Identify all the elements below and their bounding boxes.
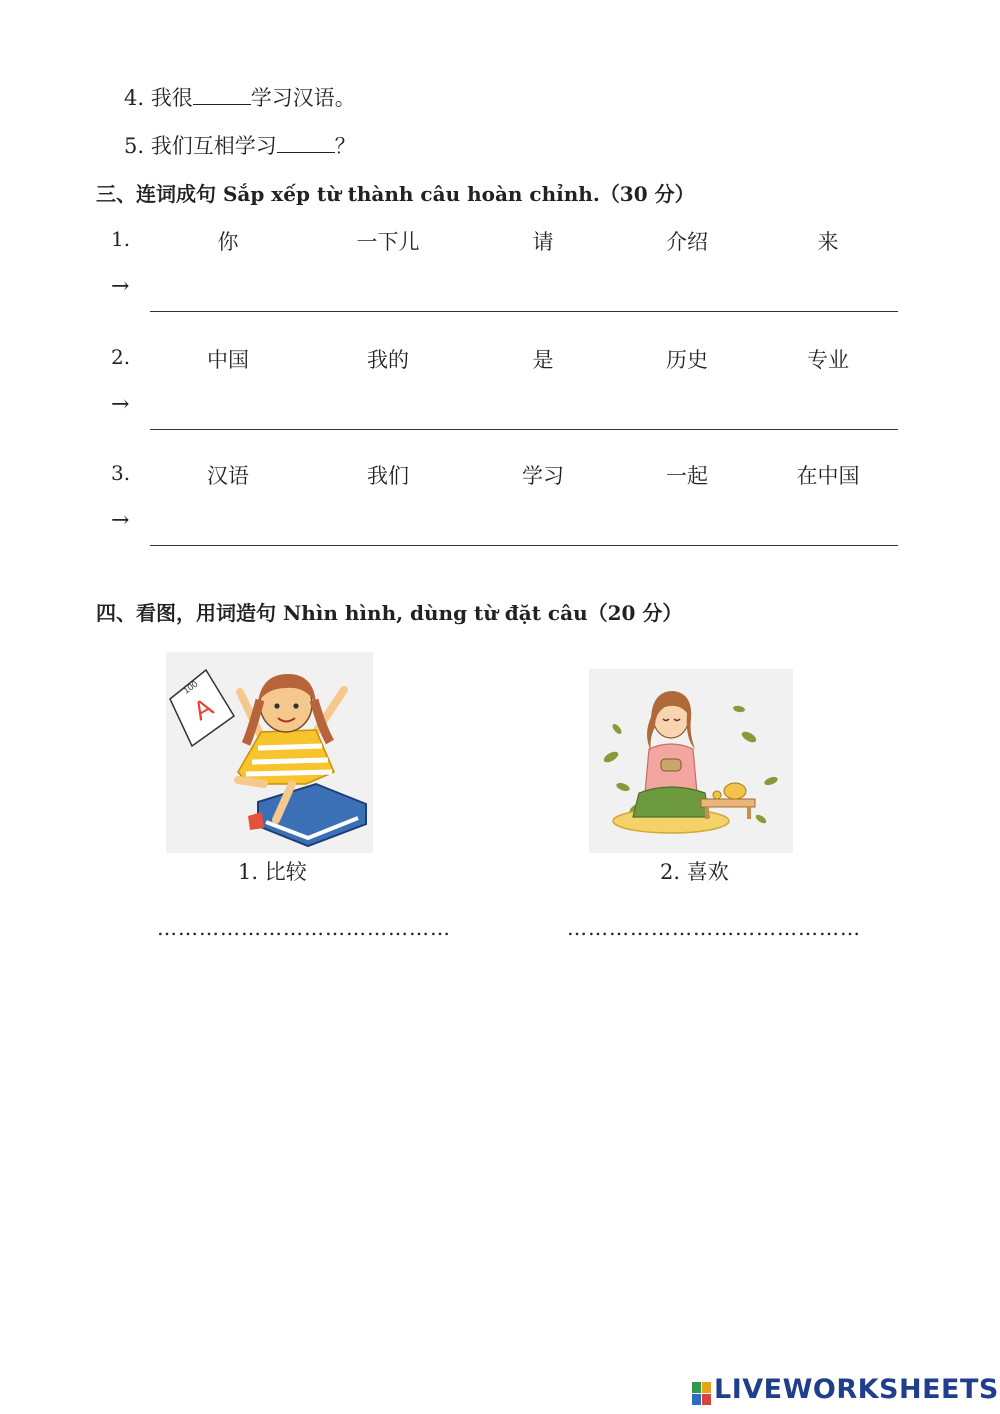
liveworksheets-logo (692, 1374, 999, 1406)
section-4-title: 四、看图，用词造句 Nhìn hình, dùng từ đặt câu（20 分） (96, 601, 683, 625)
picture-caption-1: 1. 比较 (238, 860, 307, 884)
picture-caption-2: 2. 喜欢 (660, 860, 729, 884)
word-chip: 是 (532, 348, 554, 372)
word-chip: 在中国 (796, 464, 860, 488)
answer-dots-1[interactable]: …………………………………… (157, 916, 451, 940)
question-text-after: ？ (334, 134, 356, 158)
word-chip: 历史 (666, 348, 708, 372)
word-chip: 一起 (666, 464, 708, 488)
blank-input[interactable] (277, 134, 335, 153)
item-number: 3. (111, 461, 131, 485)
word-chip: 来 (817, 230, 839, 254)
word-chip: 我们 (367, 464, 409, 488)
question-5 (124, 130, 356, 160)
arrow-icon: → (111, 392, 130, 417)
word-chip: 你 (217, 230, 239, 254)
logo-blocks-icon (692, 1382, 712, 1406)
answer-dots-2[interactable]: …………………………………… (567, 916, 861, 940)
svg-text:A: A (188, 691, 219, 727)
svg-text:100: 100 (181, 678, 200, 696)
arrow-icon: → (111, 508, 130, 533)
answer-line[interactable] (150, 545, 898, 546)
word-chip: 请 (532, 230, 554, 254)
question-4 (124, 82, 356, 112)
section-3-title: 三、连词成句 Sắp xếp từ thành câu hoàn chỉnh.（30 分） (96, 182, 695, 206)
word-chip: 汉语 (207, 464, 249, 488)
arrow-icon: → (111, 274, 130, 299)
question-text-before: 我们互相学习 (150, 134, 277, 158)
question-text-before: 我很 (150, 86, 193, 110)
word-chip: 我的 (367, 348, 409, 372)
happy-girl-with-a-grade-paper-icon (166, 652, 373, 853)
question-text-after: 学习汉语。 (250, 86, 356, 110)
word-chip: 一下儿 (356, 230, 420, 254)
question-number: 5. (124, 134, 145, 158)
logo-text: LIVEWORKSHEETS (714, 1374, 999, 1405)
word-chip: 专业 (807, 348, 849, 372)
word-chip: 介绍 (666, 230, 708, 254)
question-number: 4. (124, 86, 145, 110)
item-number: 2. (111, 345, 131, 369)
woman-drinking-tea-icon (589, 669, 793, 853)
answer-line[interactable] (150, 429, 898, 430)
item-number: 1. (111, 227, 131, 251)
word-chip: 学习 (522, 464, 564, 488)
answer-line[interactable] (150, 311, 898, 312)
word-chip: 中国 (207, 348, 249, 372)
blank-input[interactable] (193, 86, 251, 105)
